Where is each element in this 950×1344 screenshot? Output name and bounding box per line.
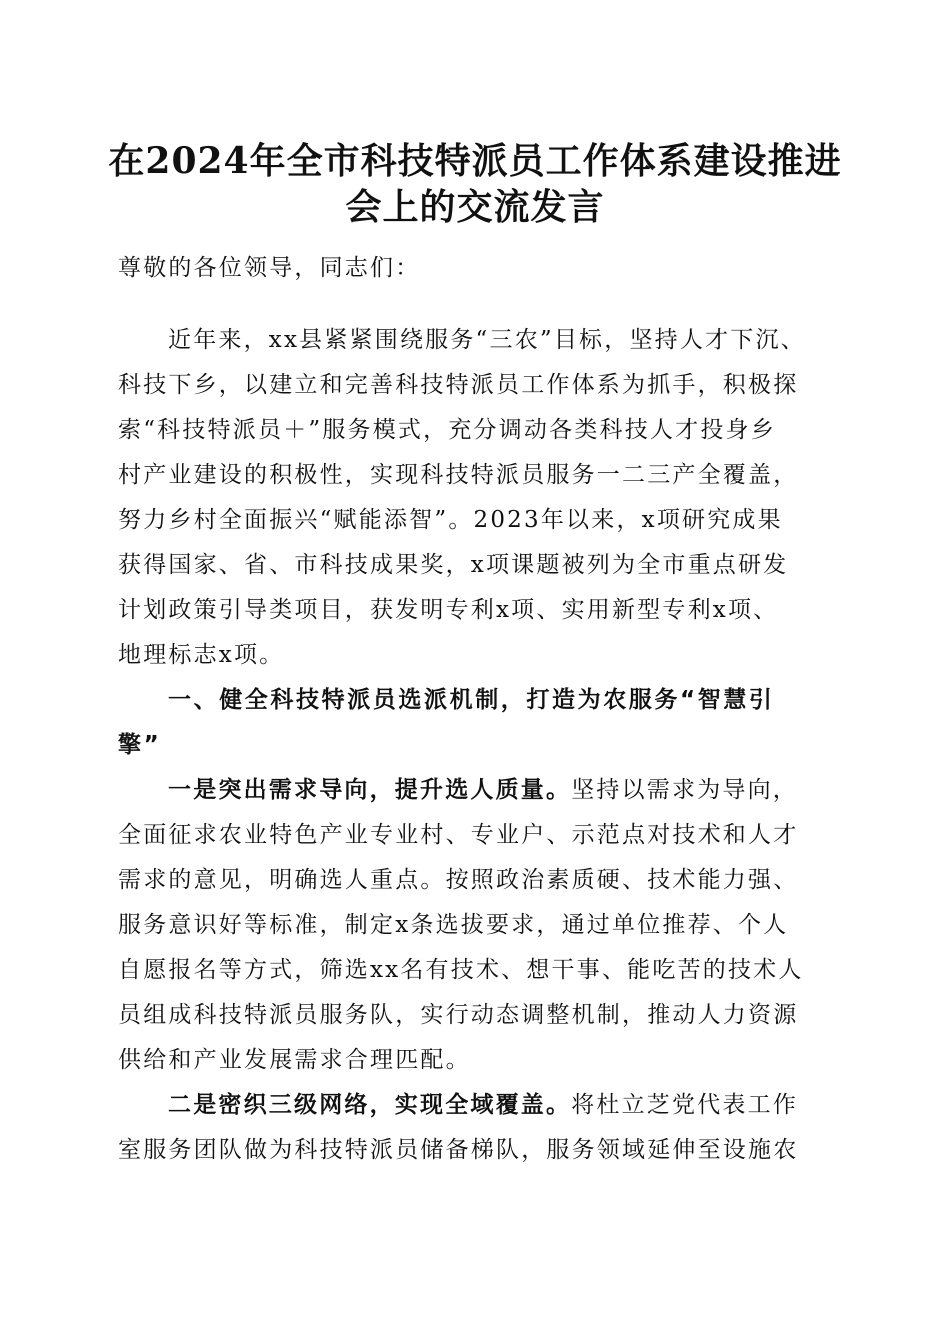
intro-line: 村产业建设的积极性，实现科技特派员服务一二三产全覆盖， bbox=[118, 462, 799, 488]
intro-line: 获得国家、省、市科技成果奖，x项课题被列为全市重点研发 bbox=[118, 552, 789, 578]
document-title-line-2: 会上的交流发言 bbox=[345, 186, 605, 228]
intro-line: 科技下乡，以建立和完善科技特派员工作体系为抓手，积极探 bbox=[118, 372, 799, 398]
section-heading-line-2: 擎” bbox=[118, 732, 162, 758]
point-2-line: 室服务团队做为科技特派员储备梯队，服务领域延伸至设施农 bbox=[118, 1137, 799, 1163]
intro-line: 努力乡村全面振兴“赋能添智”。2023年以来，x项研究成果 bbox=[118, 507, 783, 533]
intro-line: 索“科技特派员＋”服务模式，充分调动各类科技人才投身乡 bbox=[118, 417, 776, 443]
point-1-line: 员组成科技特派员服务队，实行动态调整机制，推动人力资源 bbox=[118, 1002, 799, 1028]
salutation: 尊敬的各位领导，同志们： bbox=[118, 255, 421, 281]
point-2-first-line-rest: 将杜立芝党代表工作 bbox=[571, 1092, 799, 1118]
point-1-first-line-rest: 坚持以需求为导向， bbox=[571, 777, 799, 803]
point-1-line: 自愿报名等方式，筛选xx名有技术、想干事、能吃苦的技术人 bbox=[118, 957, 804, 983]
document-title-line-1: 在2024年全市科技特派员工作体系建设推进 bbox=[108, 140, 842, 182]
point-1-line: 需求的意见，明确选人重点。按照政治素质硬、技术能力强、 bbox=[118, 867, 799, 893]
intro-line: 近年来，xx县紧紧围绕服务“三农”目标，坚持人才下沉、 bbox=[168, 327, 806, 353]
point-2-first-line bbox=[168, 1090, 888, 1120]
point-1-line: 全面征求农业特色产业专业村、专业户、示范点对技术和人才 bbox=[118, 822, 799, 848]
point-2-lead: 二是密织三级网络，实现全域覆盖。 bbox=[168, 1091, 572, 1118]
point-1-line: 供给和产业发展需求合理匹配。 bbox=[118, 1047, 471, 1073]
point-1-first-line bbox=[168, 775, 888, 805]
intro-line: 地理标志x项。 bbox=[118, 642, 285, 668]
intro-line: 计划政策引导类项目，获发明专利x项、实用新型专利x项、 bbox=[118, 597, 779, 623]
section-heading-line-1: 一、健全科技特派员选派机制，打造为农服务“智慧引 bbox=[168, 687, 775, 713]
point-1-lead: 一是突出需求导向，提升选人质量。 bbox=[168, 776, 572, 803]
point-1-line: 服务意识好等标准，制定x条选拔要求，通过单位推荐、个人 bbox=[118, 912, 789, 938]
